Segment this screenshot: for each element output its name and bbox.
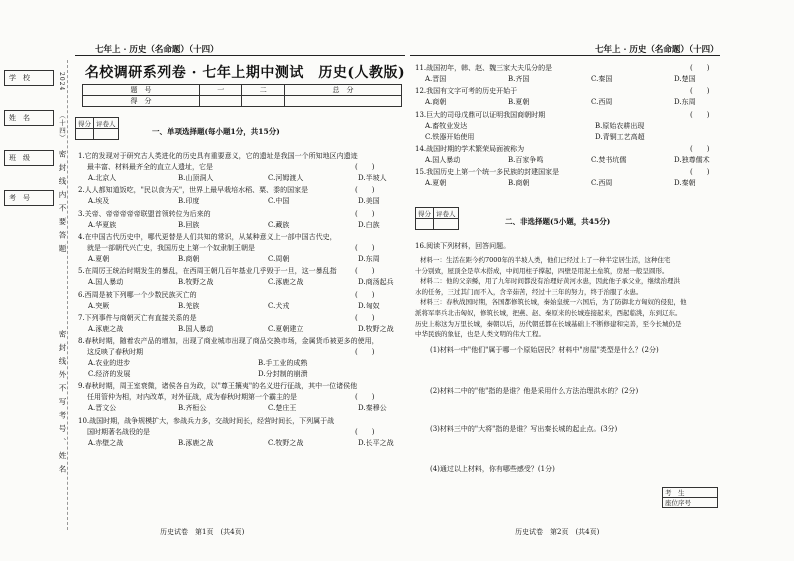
answer-paren[interactable]: ( ) bbox=[355, 348, 375, 357]
option[interactable]: C.藏族 bbox=[268, 220, 290, 229]
options-row bbox=[88, 301, 448, 312]
question-6-line: 6.西周是被下列哪一个少数民族灭亡的 bbox=[78, 290, 197, 299]
options-row bbox=[88, 324, 448, 335]
q16-sub3: (3)材料三中的"大将"指的是谁？写出秦长城的起止点。(3分) bbox=[430, 425, 618, 433]
score-table: 题 号 一 二 总 分 得 分 bbox=[82, 84, 402, 107]
option[interactable]: D.秦穆公 bbox=[358, 404, 387, 413]
material-line: 十分别致，屋顶全是草木搭成，中间用柱子撑起，四壁是用泥土垒筑，房屋一般呈圆形。 bbox=[415, 266, 669, 275]
option[interactable]: B.夏朝 bbox=[508, 98, 530, 107]
option[interactable]: D.美国 bbox=[358, 197, 380, 206]
question-1-line: 1.它的发现对于研究古人类进化的历史具有重要意义，它的遗址是我国一个所知地区内遗迹 bbox=[78, 152, 358, 160]
option[interactable]: A.埃及 bbox=[88, 197, 110, 206]
options-row bbox=[425, 132, 765, 143]
binding-bottom-text: 密封线外不写考号、姓名 bbox=[58, 330, 67, 479]
class-field: 班 级 bbox=[4, 150, 54, 166]
option[interactable]: B.印度 bbox=[178, 197, 200, 206]
option[interactable]: C.经济的发展 bbox=[88, 370, 131, 379]
option[interactable]: C.周朝 bbox=[268, 254, 290, 263]
options-row bbox=[88, 369, 428, 380]
question-5-line: 5.在周厉王统治时期发生的暴乱，在西周王朝几百年基业几乎毁于一旦，这一暴乱指 bbox=[78, 267, 337, 276]
question-3-line: 3.关帝、帝帝帝帝帝联盟首领转位为后来的 bbox=[78, 209, 211, 218]
option[interactable]: D.商汤起兵 bbox=[358, 278, 394, 287]
section2-title: 二、非选择题(5小题，共45分) bbox=[505, 217, 611, 226]
school-field: 学 校 bbox=[4, 70, 54, 86]
option[interactable]: D.长平之战 bbox=[358, 438, 394, 447]
question-8-line: 8.春秋时期，随着农产品的增加，出现了商业城市出现了商品交换市场，金属货币被更多的使用， bbox=[78, 337, 379, 346]
seat-number-box: 考 生 座位序号 bbox=[662, 487, 718, 508]
option[interactable]: D.东周 bbox=[674, 98, 696, 107]
option[interactable]: B.商朝 bbox=[508, 179, 530, 188]
option[interactable]: B.国人暴动 bbox=[178, 324, 214, 333]
option[interactable]: C.中国 bbox=[268, 197, 290, 206]
options-row bbox=[88, 254, 448, 265]
header-right: 七年上 · 历史（名命题）（十四） bbox=[595, 45, 719, 55]
option[interactable]: A.国人暴动 bbox=[425, 155, 461, 164]
options-row bbox=[88, 220, 448, 231]
option[interactable]: B.手工业的成熟 bbox=[258, 359, 308, 368]
answer-paren[interactable]: ( ) bbox=[355, 427, 375, 436]
question-14-line: 14.战国时期的学术繁荣局面被称为 bbox=[415, 144, 525, 153]
option[interactable]: A.夏朝 bbox=[425, 179, 447, 188]
answer-paren[interactable]: ( ) bbox=[690, 110, 710, 119]
header-rule-right bbox=[410, 55, 720, 56]
option[interactable]: A.华夏族 bbox=[88, 220, 117, 229]
option[interactable]: A.夏朝 bbox=[88, 254, 110, 263]
options-row bbox=[425, 74, 757, 85]
option[interactable]: D.青铜工艺高超 bbox=[595, 132, 645, 141]
option[interactable]: C.铁器开始使用 bbox=[425, 132, 475, 141]
q16-sub1: (1)材料一中"他们"属于哪一个原始居民？材料中"房屋"类型是什么？(2分) bbox=[430, 346, 659, 354]
option[interactable]: B.牧野之战 bbox=[178, 278, 214, 287]
options-row bbox=[425, 155, 757, 166]
option[interactable]: C.楚庄王 bbox=[268, 404, 297, 413]
grader-box-1: 得分 评卷人 bbox=[75, 117, 119, 140]
option[interactable]: C.秦国 bbox=[591, 75, 613, 83]
q16-sub4: (4)通过以上材料，你有哪些感受？(1分) bbox=[430, 465, 555, 473]
footer-right: 历史试卷 第2页 (共4页) bbox=[515, 528, 600, 536]
option[interactable]: B.齐国 bbox=[508, 75, 530, 83]
material-line: 水的任务，三过其门而不入，含辛茹苦，经过十三年的努力，终于治服了水患。 bbox=[415, 287, 643, 296]
answer-paren[interactable]: ( ) bbox=[355, 209, 375, 218]
option[interactable]: A.赤壁之战 bbox=[88, 438, 124, 447]
option[interactable]: B.山顶洞人 bbox=[178, 174, 214, 182]
option[interactable]: B.羌族 bbox=[178, 301, 200, 310]
option[interactable]: C.西周 bbox=[591, 179, 613, 188]
material-line: 中华民族的象征，也是人类文明的伟大工程。 bbox=[415, 330, 545, 339]
option[interactable]: C.焚书坑儒 bbox=[591, 155, 627, 164]
option[interactable]: A.晋国 bbox=[425, 75, 447, 83]
answer-paren[interactable]: ( ) bbox=[355, 186, 375, 195]
paper-title: 名校调研系列卷 · 七年上期中测试 历史(人教版) bbox=[84, 65, 406, 81]
options-row bbox=[88, 277, 448, 288]
material-line: 材料三：春秋战国时期，各国都修筑长城，秦始皇统一六国后，为了防御北方匈奴的侵犯，他 bbox=[420, 298, 687, 307]
option[interactable]: B.百家争鸣 bbox=[508, 155, 544, 164]
question-4-line: 就是一部朝代兴亡史，我国历史上第一个奴隶制王朝是 bbox=[87, 243, 255, 252]
options-row bbox=[88, 403, 448, 414]
options-row bbox=[425, 178, 757, 189]
option[interactable]: A.北京人 bbox=[88, 174, 117, 182]
option[interactable]: B.原始农耕出现 bbox=[595, 121, 645, 130]
question-10-line: 国时期著名战役的是 bbox=[87, 427, 150, 436]
options-row bbox=[88, 438, 448, 449]
question-4-line: 4.在中国古代历史中，哪代更替是人们共知的常识，从某种意义上一部中国古代史， bbox=[78, 232, 337, 241]
option[interactable]: B.回族 bbox=[178, 220, 200, 229]
option[interactable]: D.白族 bbox=[358, 220, 380, 229]
option[interactable]: C.西周 bbox=[591, 98, 613, 107]
binding-code: （十四） bbox=[58, 112, 66, 142]
grader-box-2: 得分 评卷人 bbox=[415, 207, 459, 230]
answer-paren[interactable]: ( ) bbox=[690, 168, 710, 177]
option[interactable]: D.秦朝 bbox=[674, 179, 696, 188]
options-row bbox=[88, 196, 448, 207]
binding-year: 2024 bbox=[58, 72, 65, 92]
option[interactable]: D.半坡人 bbox=[358, 174, 387, 182]
binding-warning: 密封线内不要答题 bbox=[58, 150, 67, 258]
option[interactable]: D.牧野之战 bbox=[358, 324, 394, 333]
option[interactable]: D.东周 bbox=[358, 254, 380, 263]
header-left: 七年上 · 历史（名命题）（十四） bbox=[95, 45, 219, 55]
option[interactable]: A.突厥 bbox=[88, 301, 110, 310]
option[interactable]: B.涿鹿之战 bbox=[178, 438, 214, 447]
exam-number-field: 考 号 bbox=[4, 190, 54, 206]
answer-paren[interactable]: ( ) bbox=[355, 393, 375, 402]
option[interactable]: A.涿鹿之战 bbox=[88, 324, 124, 333]
q16-sub2: (2)材料二中的"他"指的是谁？他是采用什么方法治理洪水的？(2分) bbox=[430, 387, 639, 395]
question-2-line: 2.人人都知道饭吃，"民以食为天"，世界上最早栽培水稻、粟、黍的国家是 bbox=[78, 186, 309, 195]
option[interactable]: B.商朝 bbox=[178, 254, 200, 263]
q16-intro: 16.阅读下列材料，回答问题。 bbox=[415, 242, 511, 250]
material-line: 派将军率兵北击匈奴，修筑长城，把燕、赵、秦原来的长城连接起来，西起临洮，东到辽东。 bbox=[415, 309, 682, 317]
option[interactable]: A.农业的进步 bbox=[88, 359, 131, 368]
question-9-line: 9.春秋时期，周王室衰微，诸侯各自为政，以"尊王攘夷"的名义进行征战，其中一位诸侯他 bbox=[78, 382, 358, 391]
seal-line bbox=[67, 60, 68, 530]
answer-paren[interactable]: ( ) bbox=[690, 87, 710, 96]
option[interactable]: C.犬戎 bbox=[268, 301, 290, 310]
option[interactable]: A.商朝 bbox=[425, 98, 447, 107]
answer-paren[interactable]: ( ) bbox=[355, 243, 375, 252]
footer-left: 历史试卷 第1页 (共4页) bbox=[160, 528, 245, 536]
answer-paren[interactable]: ( ) bbox=[355, 163, 375, 171]
question-12-line: 12.我国有文字可考的历史开始于 bbox=[415, 87, 518, 96]
answer-paren[interactable]: ( ) bbox=[355, 290, 375, 299]
question-10-line: 10.战国时期，战争规模扩大，参战兵力多，交战时间长，经营时间长，下列属于战 bbox=[78, 416, 335, 425]
question-7-line: 7.下列事件与商朝灭亡有直接关系的是 bbox=[78, 313, 197, 322]
question-13-line: 13.巨大的司母戊鼎可以证明我国商朝时期 bbox=[415, 110, 546, 119]
option[interactable]: C.河姆渡人 bbox=[268, 174, 304, 182]
question-1-line: 最丰富、材料最齐全的直立人遗址，它是 bbox=[87, 163, 213, 171]
option[interactable]: C.牧野之战 bbox=[268, 438, 304, 447]
option[interactable]: A.晋文公 bbox=[88, 404, 117, 413]
option[interactable]: D.分封制的崩溃 bbox=[258, 370, 308, 379]
option[interactable]: D.匈奴 bbox=[358, 301, 380, 310]
answer-paren[interactable]: ( ) bbox=[355, 267, 375, 276]
material-line: 历史上称这为万里长城，秦朝以后，历代朝廷都在长城基础上不断修建和完善，至今长城仍是 bbox=[415, 319, 682, 328]
options-row bbox=[88, 358, 428, 369]
option[interactable]: A.国人暴动 bbox=[88, 278, 124, 287]
options-row bbox=[425, 97, 757, 108]
material-line: 材料一：生活在距今约7000年的半坡人类，他们已经过上了一种半定居生活，这种住宅 bbox=[420, 256, 671, 264]
section1-title: 一、单项选择题(每小题1分，共15分) bbox=[152, 127, 280, 136]
answer-paren[interactable]: ( ) bbox=[690, 144, 710, 153]
options-row bbox=[88, 173, 448, 184]
option[interactable]: C.夏朝建立 bbox=[268, 324, 304, 333]
question-11-line: 11.战国初年，韩、赵、魏三家大夫瓜分的是 bbox=[415, 64, 553, 72]
question-8-line: 这反映了春秋时期 bbox=[87, 348, 143, 357]
question-9-line: 任用管仲为相，对内改革，对外征战，成为春秋时期第一个霸主的是 bbox=[87, 393, 297, 402]
answer-paren[interactable]: ( ) bbox=[690, 64, 710, 72]
options-row bbox=[425, 121, 765, 132]
material-line: 材料二：他的父亲鲧，用了九年时间都没有治理好黄河水患，因此他子承父业，继续治理洪 bbox=[420, 277, 680, 286]
answer-paren[interactable]: ( ) bbox=[355, 313, 375, 322]
option[interactable]: B.齐桓公 bbox=[178, 404, 207, 413]
question-15-line: 15.我国历史上第一个统一多民族的封建国家是 bbox=[415, 168, 560, 177]
header-rule-left bbox=[75, 55, 405, 56]
option[interactable]: D.独尊儒术 bbox=[674, 155, 710, 164]
option[interactable]: A.畜牧业发达 bbox=[425, 121, 468, 130]
option[interactable]: D.楚国 bbox=[674, 75, 696, 83]
option[interactable]: C.涿鹿之战 bbox=[268, 278, 304, 287]
name-field: 姓 名 bbox=[4, 110, 54, 126]
